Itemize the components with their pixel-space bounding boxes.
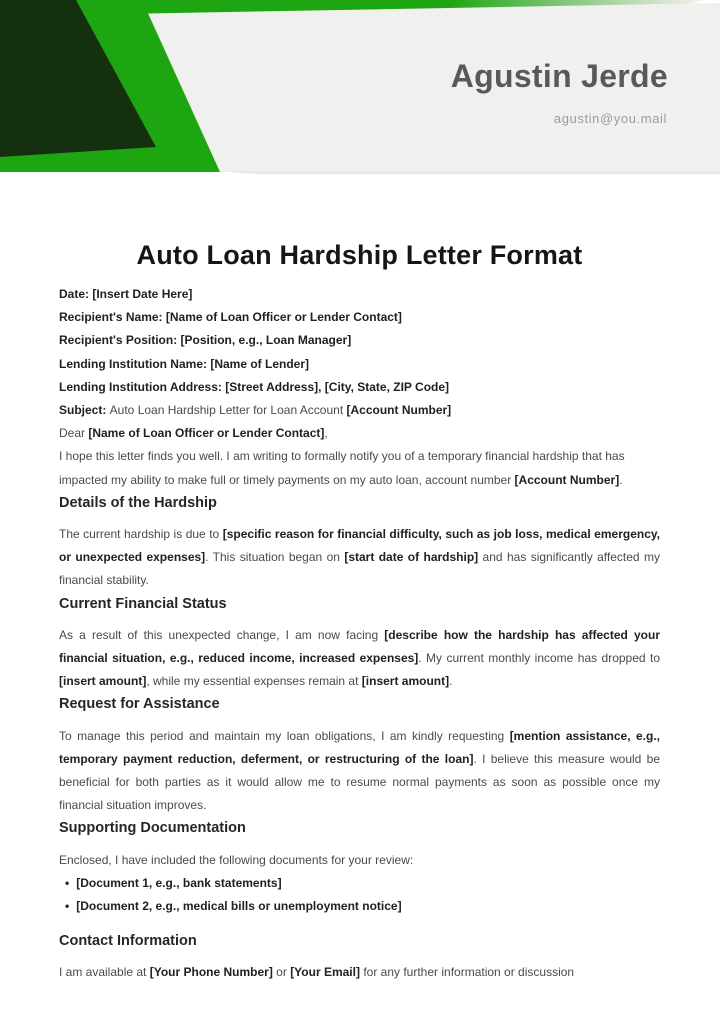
placeholder-text: [insert amount] <box>361 674 450 689</box>
body-text: Auto Loan Hardship Letter for Loan Account <box>109 403 347 418</box>
letter-content <box>59 283 660 985</box>
letter-body <box>59 238 660 985</box>
placeholder-text: Subject: <box>59 403 110 418</box>
header-banner <box>0 0 720 200</box>
letter-line <box>59 306 660 329</box>
bullet-dot: • <box>65 875 70 890</box>
body-text: Enclosed, I have included the following documents for your review: <box>59 852 414 867</box>
letter-paragraph <box>59 445 660 491</box>
letter-paragraph <box>59 961 660 984</box>
body-text: , while my essential expenses remain at <box>146 674 362 689</box>
section-heading: Supporting Documentation <box>59 820 246 837</box>
section-heading: Contact Information <box>59 933 197 950</box>
list-item <box>65 895 660 918</box>
body-text: Dear <box>59 426 89 441</box>
body-text: . <box>619 472 623 487</box>
body-text: , <box>324 426 328 441</box>
placeholder-text: [start date of hardship] <box>344 550 479 565</box>
section-heading: Current Financial Status <box>59 595 227 612</box>
body-text: . <box>449 674 453 689</box>
placeholder-text: [Account Number] <box>514 472 620 487</box>
section-heading: Details of the Hardship <box>59 494 217 511</box>
letter-line <box>59 283 660 306</box>
placeholder-text: Date: [Insert Date Here] <box>59 287 193 301</box>
profile-name: Agustin Jerde <box>450 58 668 94</box>
section-heading: Request for Assistance <box>59 696 220 713</box>
body-text: The current hardship is due to <box>59 527 223 542</box>
placeholder-text: [Document 1, e.g., bank statements] <box>76 875 282 890</box>
placeholder-text: [Document 2, e.g., medical bills or unemployment notice] <box>76 899 402 914</box>
body-text: . This situation began on <box>205 550 345 565</box>
letter-line <box>59 353 660 376</box>
profile-email: agustin@you.mail <box>553 111 667 126</box>
body-text: . My current monthly income has dropped to <box>418 651 660 666</box>
letter-line <box>59 376 660 399</box>
placeholder-text: Recipient's Name: [Name of Loan Officer or Lender Contact] <box>59 310 402 325</box>
list-item-text <box>76 895 401 918</box>
placeholder-text: [Account Number] <box>346 403 452 418</box>
placeholder-text: [Name of Loan Officer or Lender Contact] <box>88 426 325 441</box>
placeholder-text: [specific reason for financial difficulty, such as job loss, medical emergency, or unexpected expenses] <box>59 527 660 565</box>
body-text: for any further information or discussion <box>359 965 575 980</box>
body-text: To manage this period and maintain my loan obligations, I am kindly requesting <box>59 728 510 743</box>
list-item <box>65 872 660 895</box>
placeholder-text: [describe how the hardship has affected your financial situation, e.g., reduced income, increased expenses] <box>59 627 660 666</box>
placeholder-text: [Your Phone Number] <box>149 965 273 980</box>
body-text: . I believe this measure would be beneficial for both parties as it would allow me to resume normal payments as soon as possible once my financial situation improves. <box>59 751 661 813</box>
letter-line <box>59 422 660 445</box>
list-item-text <box>76 872 281 895</box>
body-text: or <box>272 965 291 980</box>
document-title: Auto Loan Hardship Letter Format <box>136 240 583 270</box>
body-text: As a result of this unexpected change, I am now facing <box>59 627 385 642</box>
placeholder-text: [Your Email] <box>290 965 360 980</box>
body-text: I hope this letter finds you well. I am writing to formally notify you of a temporary financial hardship that has impacted my ability to make full or timely payments on my auto loan, account number <box>59 449 625 487</box>
body-text: and has significantly affected my financial stability. <box>59 550 660 588</box>
placeholder-text: Lending Institution Name: [Name of Lender] <box>59 356 310 371</box>
document-list <box>59 872 660 918</box>
letter-paragraph <box>59 849 660 872</box>
letter-line <box>59 329 660 352</box>
placeholder-text: [insert amount] <box>59 674 147 689</box>
letter-paragraph <box>59 725 660 818</box>
letter-paragraph <box>59 523 660 593</box>
placeholder-text: [mention assistance, e.g., temporary payment reduction, deferment, or restructuring of the loan] <box>59 728 661 766</box>
banner-bottom-shadow <box>217 171 720 174</box>
placeholder-text: Recipient's Position: [Position, e.g., Loan Manager] <box>59 333 352 348</box>
letter-paragraph <box>59 624 660 694</box>
bullet-dot: • <box>65 899 70 914</box>
placeholder-text: Lending Institution Address: [Street Address], [City, State, ZIP Code] <box>59 379 450 394</box>
letter-line <box>59 399 660 422</box>
body-text: I am available at <box>59 965 150 980</box>
